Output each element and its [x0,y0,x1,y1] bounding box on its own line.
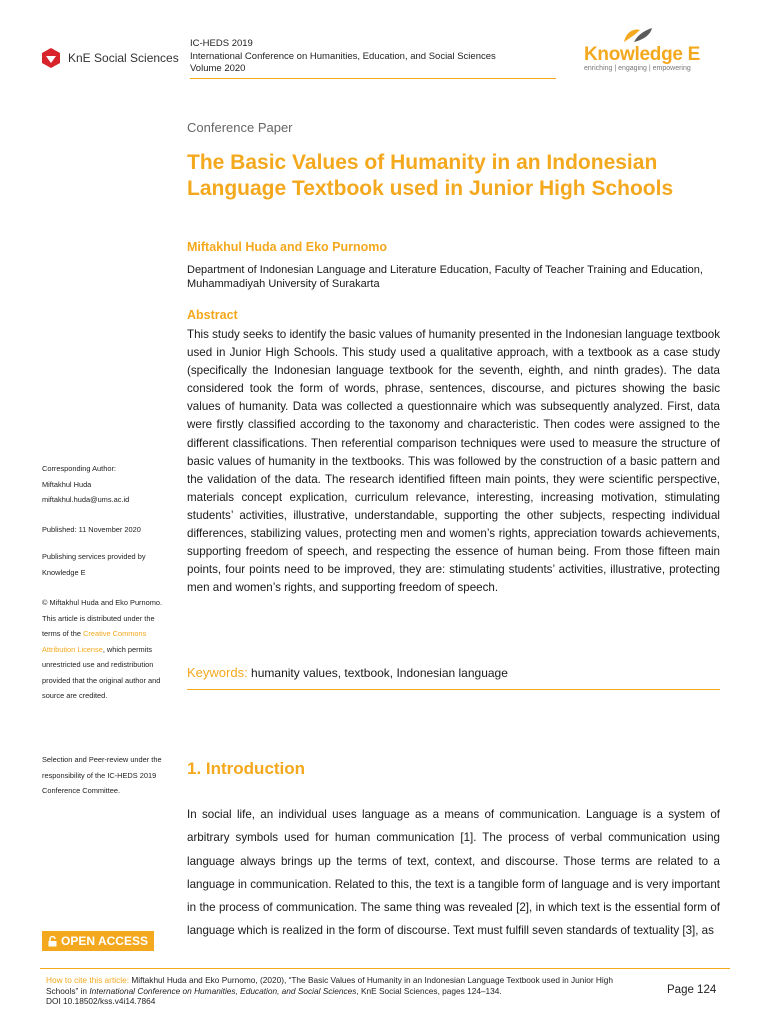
volume: Volume 2020 [190,63,246,74]
corresponding-author [42,461,170,508]
conference-full: International Conference on Humanities, Education, and Social Sciences [190,50,496,62]
header-divider [190,78,556,79]
lock-icon [48,936,57,947]
introduction-text: In social life, an individual uses language as a means of communication. Language is a system of arbitrary symbols used for human communication [1]. The process of verbal communication using language always brings up the terms of text, context, and discourse. Those terms are related to a language in communication. Related to this, the text is a tangible form of language and is very important in the process of communication. The same thing was revealed [2], in which text is the essential form of language which is realized in the form of discourse. Text must fulfill seven standards of textuality [3], as [187,808,720,938]
doi[interactable]: DOI 10.18502/kss.v4i14.7864 [46,996,156,1006]
brand-name: Knowledge E [584,44,700,65]
footer-divider [40,968,730,969]
knowledge-e-logo [584,30,734,72]
keywords [187,665,508,680]
leaf-icon [620,24,654,46]
kne-logo [40,47,179,69]
keywords-label: Keywords: [187,665,248,680]
copyright-notice [42,595,170,704]
kne-logo-icon [40,47,62,69]
cite-text-2: , KnE Social Sciences, pages 124–134. [356,985,502,996]
cite-text-1: Miftakhul Huda and Eko Purnomo, (2020), “The Basic Values of Humanity in an Indonesian Language Textbook used in Junior High Schools” in [46,975,613,996]
brand-tagline: enriching | engaging | empowering [584,65,691,72]
paper-type: Conference Paper [187,120,293,135]
cite-italic: International Conference on Humanities, Education, and Social Sciences [89,985,357,996]
header-meta [190,38,496,76]
peer-review-note: Selection and Peer-review under the responsibility of the IC-HEDS 2019 Conference Committee. [42,755,162,795]
paper-title: The Basic Values of Humanity in an Indonesian Language Textbook used in Junior High Schools [187,151,674,200]
section-heading-introduction: 1. Introduction [187,759,306,778]
citation [46,975,646,1007]
abstract-text: This study seeks to identify the basic values of humanity presented in the Indonesian language textbook used in Junior High Schools. This study used a qualitative approach, with a textbook as a case study (specifically the Indonesian language textbook for the seventh, eighth, and ninth grades). The data considered took the form of words, phrase, sentences, discourse, and pictures showing the basic values of humanity. Data was collected a questionnaire which was subsequently analyzed. First, data were firstly classified according to the taxonomy and characteristic. Then codes were assigned to the different classifications. Then referential comparison techniques were used to measure the structure of basic values of humanity in the textbooks. This was followed by the construction of a basic pattern and the validation of the data. The research identified fifteen main points, they were scientific perspective, materials concept explication, curriculum relevance, interesting, increasing motivation, stimulating students’ activities, illustrative, understandable, supporting the other subjects, respecting individual differences, stabilizing values, protecting men and women’s rights, appreciation towards achievements, supporting freedom of speech, and respecting the essence of human being. From those fifteen main points, four points need to be improved, they are: stimulating students’ activities, illustrative, protecting men and women’s rights, and supporting freedom of speech. [187,328,721,595]
corresponding-label: Corresponding Author: [42,464,116,473]
abstract-heading: Abstract [187,308,238,322]
copyright-post: , which permits unrestricted use and redistribution provided that the original author and source are credited. [42,644,161,700]
open-access-badge [42,931,154,951]
affiliation: Department of Indonesian Language and Literature Education, Faculty of Teacher Training and Education, Muhammadiyah University of Surakarta [187,264,703,290]
corresponding-name: Miftakhul Huda [42,479,92,489]
publishing-services: Publishing services provided by Knowledge E [42,552,146,577]
page-number: Page 124 [667,984,717,996]
cite-label: How to cite this article: [46,975,129,985]
conference-short: IC-HEDS 2019 [190,38,253,49]
publisher-name: KnE Social Sciences [68,51,179,65]
keywords-divider [187,689,720,690]
paper-authors: Miftakhul Huda and Eko Purnomo [187,240,388,254]
open-access-label: OPEN ACCESS [61,934,148,948]
keywords-text: humanity values, textbook, Indonesian language [251,666,508,680]
corresponding-email[interactable]: miftakhul.huda@ums.ac.id [42,495,130,504]
published-date: Published: 11 November 2020 [42,525,141,534]
license-link[interactable]: Creative Commons Attribution License [42,629,147,654]
copyright-pre: © Miftakhul Huda and Eko Purnomo. This article is distributed under the terms of the [42,598,163,638]
